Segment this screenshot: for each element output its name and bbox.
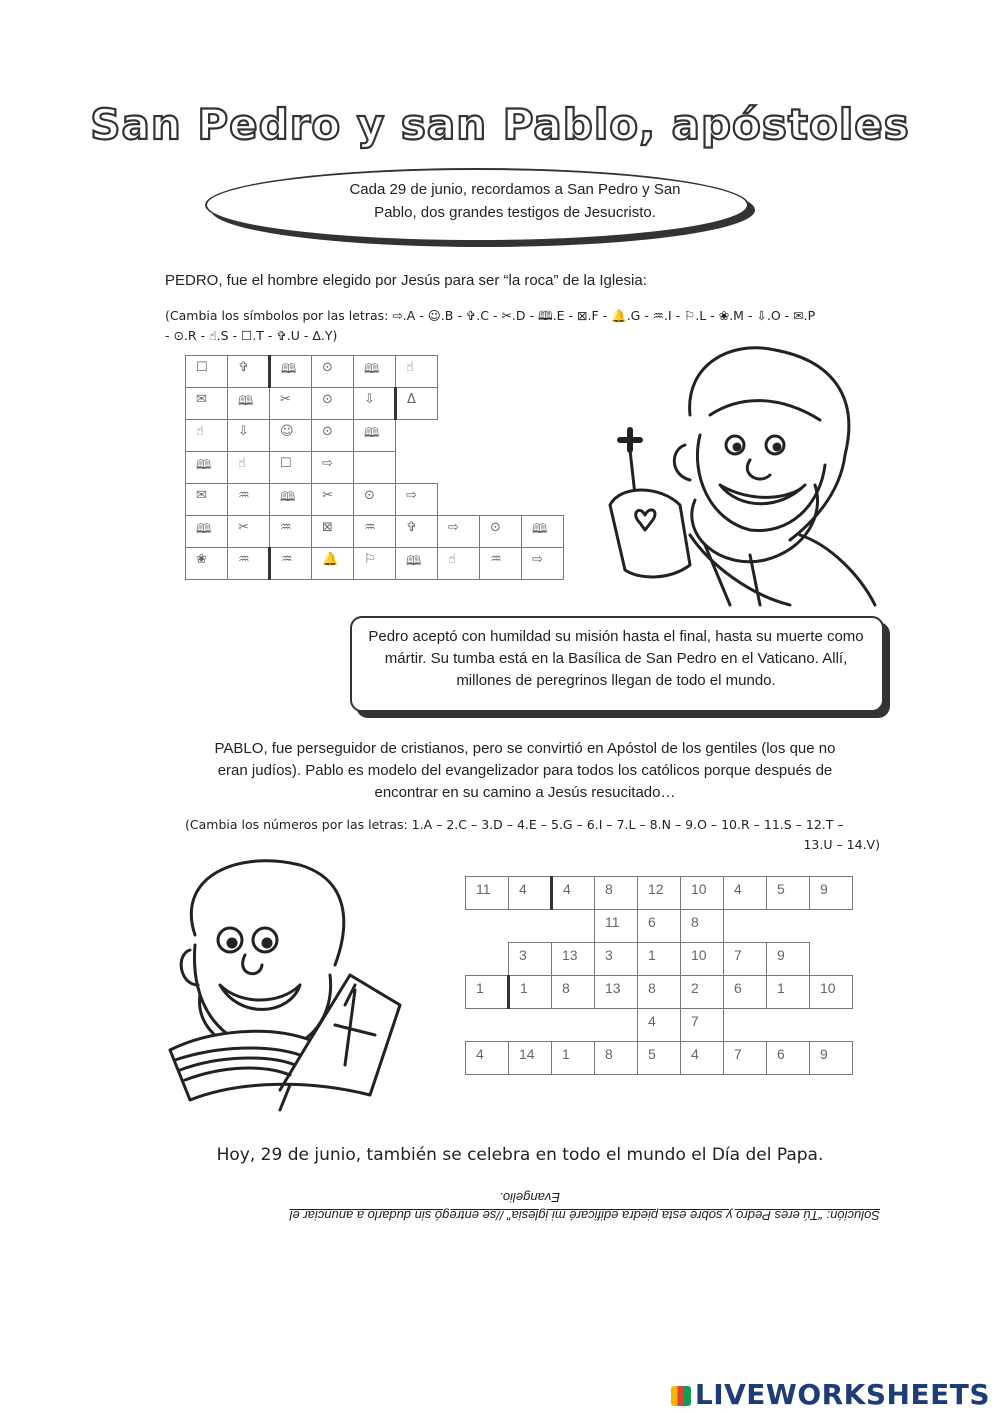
grid-cell: 1	[638, 943, 681, 976]
intro-line-1: Cada 29 de junio, recordamos a San Pedro y San	[349, 181, 681, 198]
grid-cell: ☐	[186, 356, 228, 388]
grid-cell	[810, 910, 853, 943]
pedro-instruction-1: (Cambia los símbolos por las letras: ⇨.A - ☺.B - ✞.C - ✂.D - 🕮.E - ⊠.F - 🔔.G - ♒.I - ⚐.L - ❀.M - ⇩.O - ✉.P	[165, 308, 816, 323]
pedro-heading: PEDRO, fue el hombre elegido por Jesús para ser “la roca” de la Iglesia:	[165, 272, 647, 289]
grid-cell: 5	[767, 877, 810, 910]
grid-cell: 8	[595, 1042, 638, 1075]
grid-cell: 8	[595, 877, 638, 910]
grid-cell: 10	[810, 976, 853, 1009]
grid-cell: 🕮	[186, 452, 228, 484]
grid-cell	[767, 910, 810, 943]
grid-cell: ☝	[396, 356, 438, 388]
grid-cell	[354, 452, 396, 484]
pedro-note: Pedro aceptó con humildad su misión hasta el final, hasta su muerte como mártir. Su tumba está en la Basílica de San Pedro en el Vaticano. Allí, millones de peregrinos llegan de todo el mundo.	[368, 628, 864, 689]
grid-row	[186, 484, 606, 516]
grid-cell: ☐	[270, 452, 312, 484]
pedro-symbol-grid	[185, 355, 606, 580]
pablo-heading-line-1: PABLO, fue perseguidor de cristianos, pero se convirtió en Apóstol de los gentiles (los que no	[214, 740, 836, 757]
solution-line-2: Evangelio.	[499, 1190, 560, 1205]
grid-cell: 2	[681, 976, 724, 1009]
grid-cell: ⇩	[228, 420, 270, 452]
grid-cell	[522, 356, 564, 388]
grid-cell: 1	[466, 976, 509, 1009]
brand-mark-icon	[671, 1386, 691, 1406]
grid-cell: ⇨	[312, 452, 354, 484]
intro-line-2: Pablo, dos grandes testigos de Jesucristo.	[374, 204, 656, 221]
pablo-heading-line-2: eran judíos). Pablo es modelo del evangelizador para todos los católicos porque después de	[217, 762, 833, 779]
grid-cell: 7	[724, 943, 767, 976]
grid-cell: 7	[724, 1042, 767, 1075]
grid-cell: 🕮	[186, 516, 228, 548]
grid-row	[186, 388, 606, 420]
grid-cell: ♒	[228, 484, 270, 516]
grid-cell	[552, 910, 595, 943]
grid-cell: ☝	[186, 420, 228, 452]
pablo-instruction-1: (Cambia los números por las letras: 1.A – 2.C – 3.D – 4.E – 5.G – 6.I – 7.L – 8.N – 9.O – 10.R – 11.S – 12.T –	[185, 817, 844, 832]
grid-row	[466, 877, 853, 910]
grid-cell: ☺	[270, 420, 312, 452]
grid-cell: 6	[638, 910, 681, 943]
grid-cell	[396, 420, 438, 452]
grid-cell	[595, 1009, 638, 1042]
grid-cell: 10	[681, 943, 724, 976]
grid-cell	[466, 943, 509, 976]
grid-cell	[480, 356, 522, 388]
grid-cell	[438, 388, 480, 420]
grid-cell: 🕮	[396, 548, 438, 580]
grid-cell: 9	[810, 877, 853, 910]
grid-cell	[552, 1009, 595, 1042]
grid-cell: 8	[638, 976, 681, 1009]
grid-cell: 10	[681, 877, 724, 910]
grid-row	[186, 548, 606, 580]
page-title: San Pedro y san Pablo, apóstoles	[90, 100, 910, 149]
grid-cell	[810, 943, 853, 976]
grid-cell: 6	[767, 1042, 810, 1075]
grid-cell: ✂	[270, 388, 312, 420]
grid-cell: 4	[466, 1042, 509, 1075]
grid-cell: ⊠	[312, 516, 354, 548]
grid-cell: 5	[638, 1042, 681, 1075]
grid-cell	[466, 910, 509, 943]
grid-cell: ✞	[396, 516, 438, 548]
grid-cell: 4	[509, 877, 552, 910]
grid-cell: ♒	[228, 548, 270, 580]
grid-cell	[724, 910, 767, 943]
grid-row	[466, 910, 853, 943]
grid-cell: ⊙	[312, 388, 354, 420]
grid-cell	[724, 1009, 767, 1042]
grid-row	[466, 943, 853, 976]
grid-cell: ♒	[270, 516, 312, 548]
grid-cell: 7	[681, 1009, 724, 1042]
grid-cell	[480, 388, 522, 420]
grid-cell	[810, 1009, 853, 1042]
grid-cell: ⇨	[438, 516, 480, 548]
grid-cell: 6	[724, 976, 767, 1009]
grid-cell	[396, 452, 438, 484]
grid-cell	[438, 452, 480, 484]
grid-cell	[480, 452, 522, 484]
grid-cell: ☝	[228, 452, 270, 484]
grid-cell: 🕮	[354, 420, 396, 452]
grid-cell: ✉	[186, 388, 228, 420]
grid-cell: 1	[509, 976, 552, 1009]
pablo-number-grid	[465, 876, 853, 1075]
grid-cell	[438, 356, 480, 388]
grid-cell: 🕮	[270, 484, 312, 516]
grid-cell: 🕮	[354, 356, 396, 388]
grid-cell: 12	[638, 877, 681, 910]
grid-cell	[480, 484, 522, 516]
solution-line-1: Solución: “Tú eres Pedro y sobre esta piedra edificaré mi iglesia” //se entregó sin dudarlo a anunciar el	[289, 1208, 880, 1223]
grid-cell: 9	[767, 943, 810, 976]
footer-text: Hoy, 29 de junio, también se celebra en todo el mundo el Día del Papa.	[216, 1145, 824, 1165]
grid-row	[186, 452, 606, 484]
grid-cell	[509, 1009, 552, 1042]
grid-cell	[522, 484, 564, 516]
grid-cell: Δ	[396, 388, 438, 420]
grid-cell: 🕮	[228, 388, 270, 420]
grid-cell: 9	[810, 1042, 853, 1075]
grid-cell: ⇨	[396, 484, 438, 516]
brand-logo[interactable]	[671, 1378, 990, 1411]
grid-cell	[438, 420, 480, 452]
grid-cell: 13	[552, 943, 595, 976]
grid-row	[466, 1042, 853, 1075]
grid-cell: ♒	[270, 548, 312, 580]
grid-cell: 13	[595, 976, 638, 1009]
grid-row	[186, 420, 606, 452]
grid-cell: 11	[595, 910, 638, 943]
pablo-heading-line-3: encontrar en su camino a Jesús resucitado…	[374, 784, 676, 801]
grid-cell: ⊙	[312, 420, 354, 452]
grid-cell: ♒	[354, 516, 396, 548]
grid-cell: ✞	[228, 356, 270, 388]
pedro-instruction-2: - ⊙.R - ☝.S - ☐.T - ✞.U - Δ.Y)	[165, 328, 338, 343]
grid-cell: ✂	[228, 516, 270, 548]
pablo-instruction-2: 13.U – 14.V)	[803, 837, 880, 852]
grid-cell: 4	[638, 1009, 681, 1042]
grid-cell	[522, 452, 564, 484]
brand-text: LIVEWORKSHEETS	[694, 1378, 990, 1411]
grid-cell: 14	[509, 1042, 552, 1075]
grid-cell	[480, 420, 522, 452]
grid-cell: ⊙	[480, 516, 522, 548]
grid-cell: ⇩	[354, 388, 396, 420]
grid-cell: ⊙	[312, 356, 354, 388]
grid-cell	[438, 484, 480, 516]
grid-cell: 3	[595, 943, 638, 976]
grid-cell: 1	[767, 976, 810, 1009]
grid-cell: 4	[681, 1042, 724, 1075]
grid-cell: 8	[681, 910, 724, 943]
grid-cell: 🕮	[522, 516, 564, 548]
grid-cell	[466, 1009, 509, 1042]
grid-cell: 4	[552, 877, 595, 910]
grid-cell: 1	[552, 1042, 595, 1075]
grid-cell: 🕮	[270, 356, 312, 388]
pablo-heading	[160, 738, 890, 804]
grid-cell	[509, 910, 552, 943]
grid-cell	[767, 1009, 810, 1042]
grid-cell: 8	[552, 976, 595, 1009]
grid-cell: ♒	[480, 548, 522, 580]
grid-cell	[522, 388, 564, 420]
grid-cell: 🔔	[312, 548, 354, 580]
intro-text	[300, 178, 730, 224]
grid-row	[466, 976, 853, 1009]
grid-cell: ✂	[312, 484, 354, 516]
grid-cell: ✉	[186, 484, 228, 516]
grid-cell: ⇨	[522, 548, 564, 580]
grid-row	[186, 356, 606, 388]
grid-row	[466, 1009, 853, 1042]
grid-cell: ⊙	[354, 484, 396, 516]
grid-cell: ❀	[186, 548, 228, 580]
grid-cell: 3	[509, 943, 552, 976]
grid-cell	[522, 420, 564, 452]
grid-cell: 11	[466, 877, 509, 910]
grid-cell: 4	[724, 877, 767, 910]
solution-upside-down	[150, 1188, 880, 1224]
grid-cell: ⚐	[354, 548, 396, 580]
pedro-illustration	[590, 335, 890, 610]
pablo-illustration	[150, 855, 450, 1115]
grid-row	[186, 516, 606, 548]
pablo-instruction	[185, 815, 880, 855]
grid-cell: ☝	[438, 548, 480, 580]
